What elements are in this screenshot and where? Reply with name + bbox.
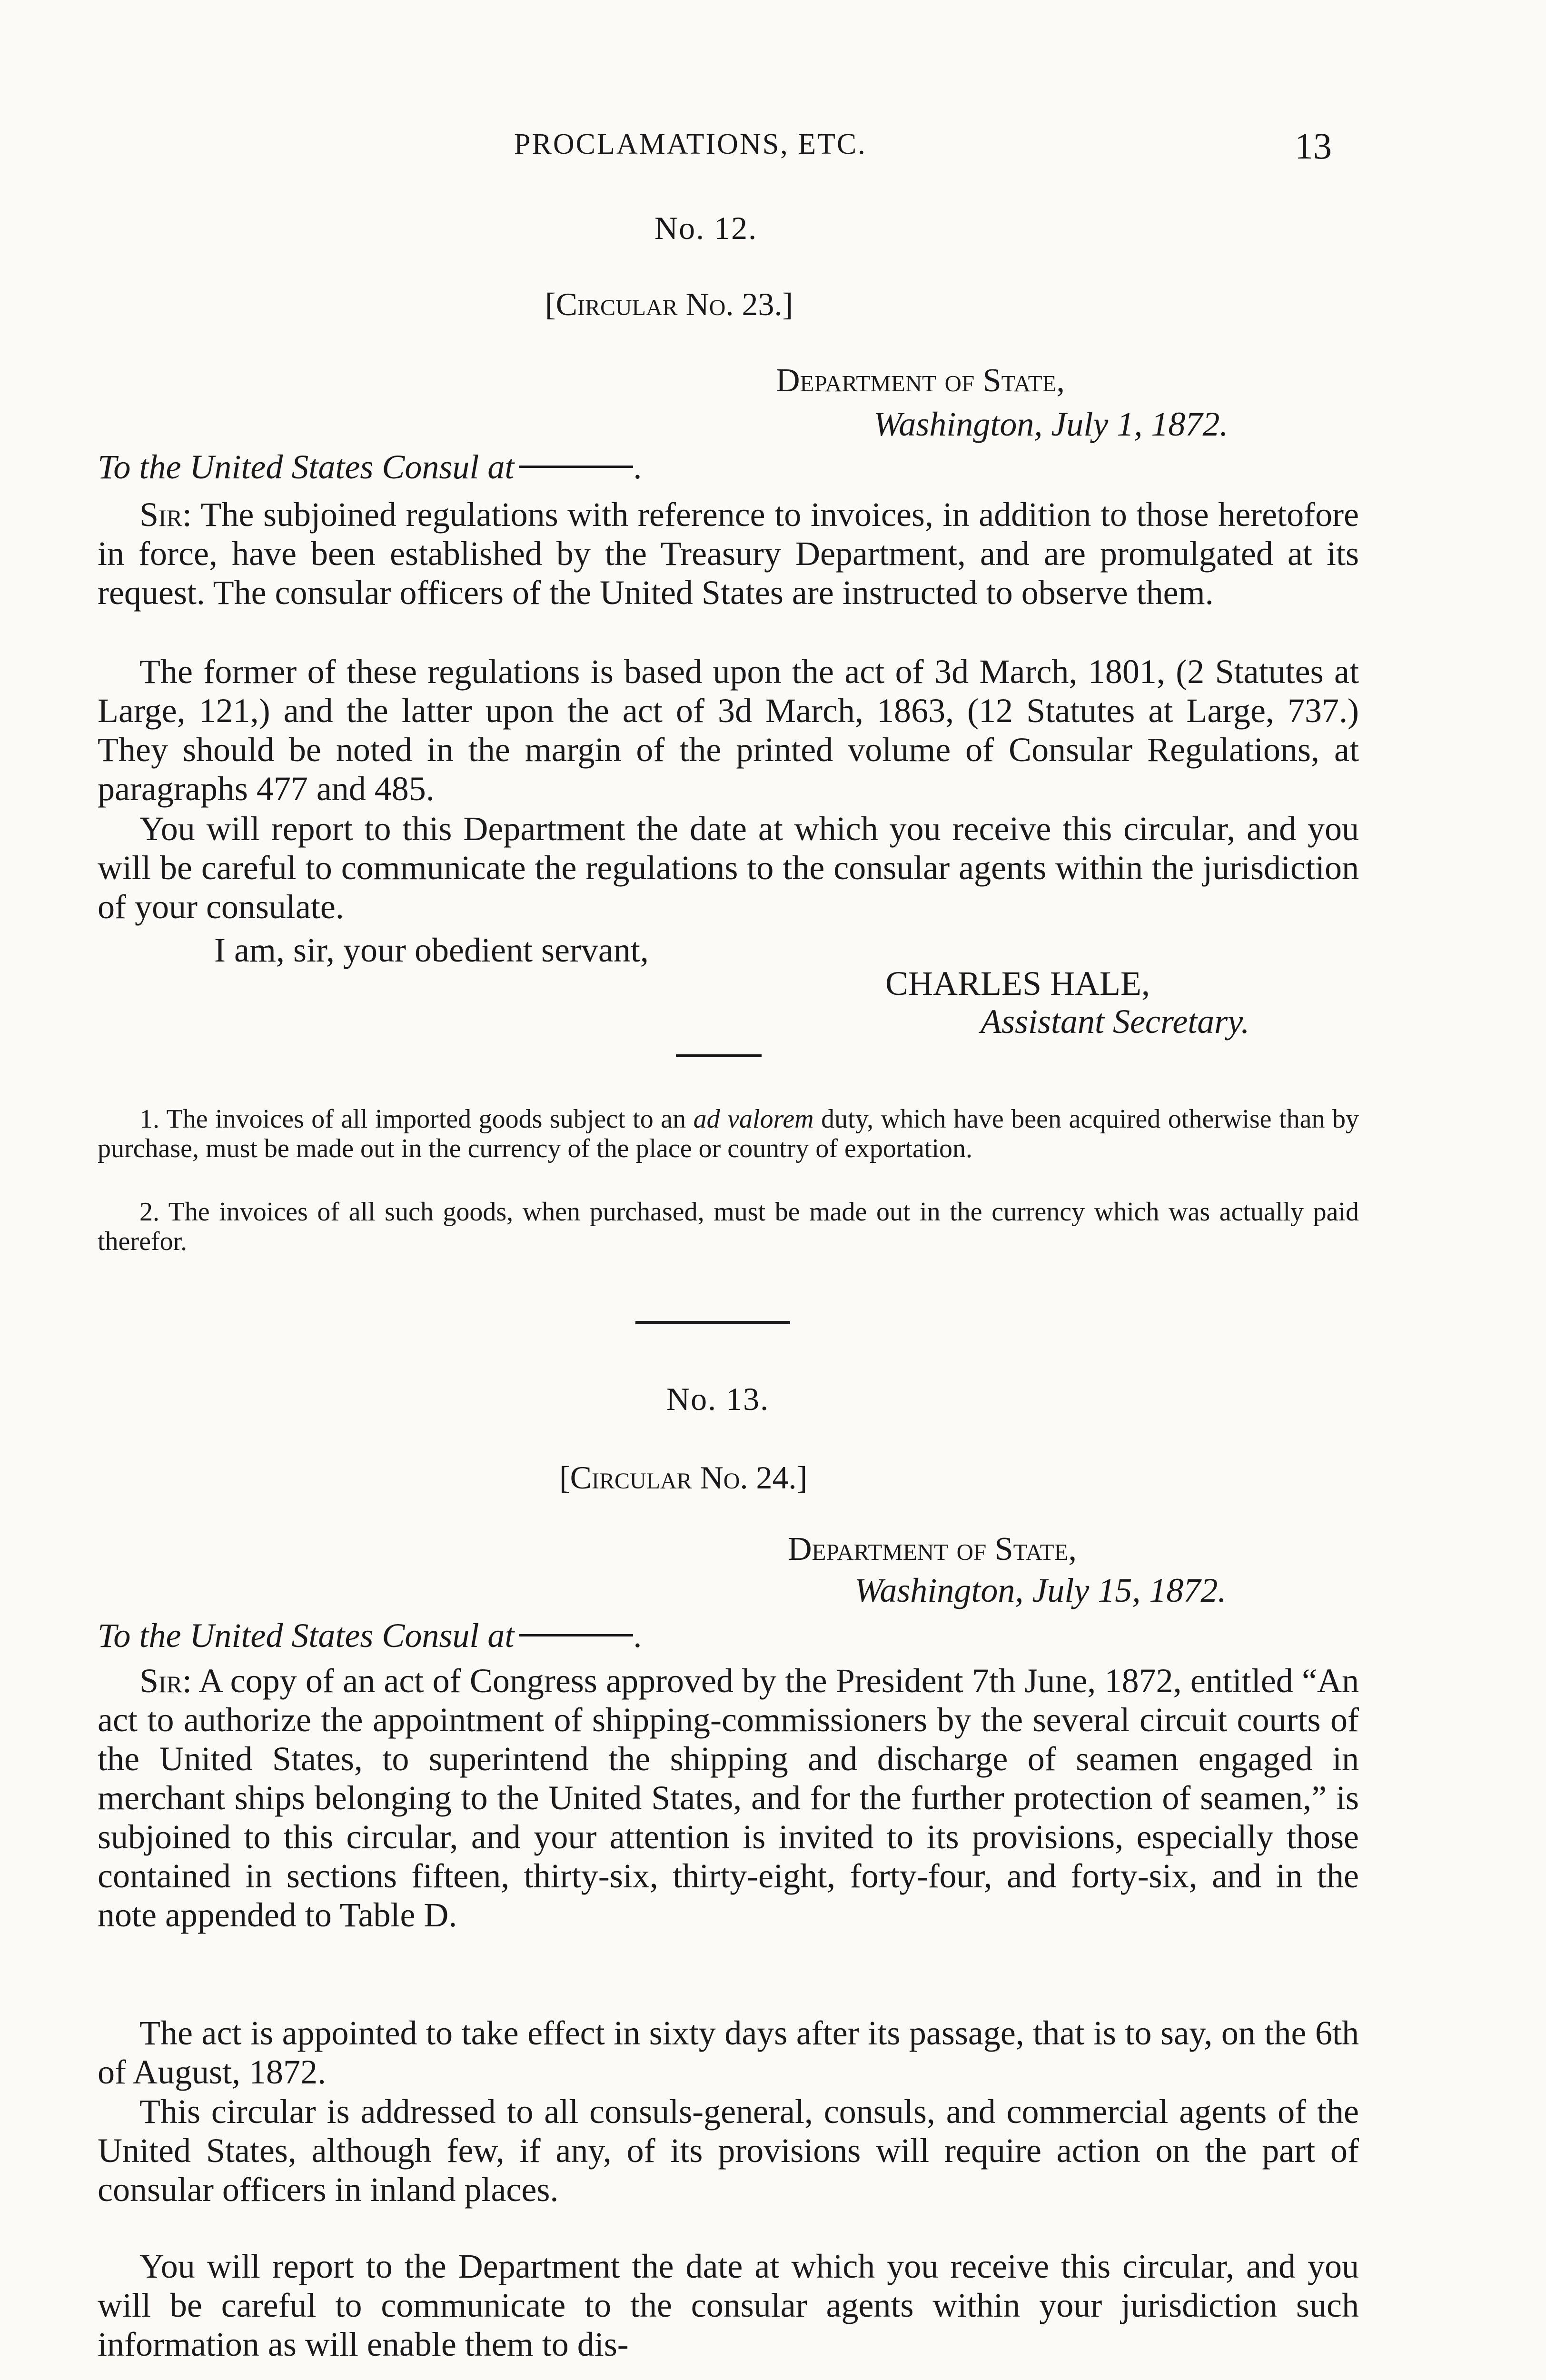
doc12-department: Department of State, — [776, 362, 1065, 399]
doc12-dateline: Washington, July 1, 1872. — [873, 405, 1229, 443]
doc12-closing: I am, sir, your obedient servant, — [214, 931, 649, 969]
doc13-address-line: To the United States Consul at . — [98, 1616, 642, 1655]
doc12-paragraph-2: The former of these regulations is based upon the act of 3d March, 1801, (2 Statutes at Large, 121,) and the latter upon the act of 3d March, 1863, (12 Statutes at Large, 737.) They should be noted in the margin of the printed volume of Consular Regulations, at paragraphs 477 and 485. — [98, 653, 1359, 808]
doc12-regulation-2: 2. The invoices of all such goods, when purchased, must be made out in the currency which was actually paid therefor. — [98, 1197, 1359, 1256]
doc13-to-text: To the United States Consul at — [98, 1616, 515, 1655]
doc12-signer-title: Assistant Secretary. — [981, 1002, 1250, 1041]
doc13-circular-label: [Circular No. 24.] — [559, 1459, 808, 1496]
reg1-italic-term: ad valorem — [693, 1104, 814, 1134]
doc12-address-line: To the United States Consul at . — [98, 448, 642, 486]
doc12-circular-label: [Circular No. 23.] — [545, 286, 793, 322]
doc12-to-text: To the United States Consul at — [98, 448, 515, 486]
section-divider — [676, 1054, 762, 1057]
blank-dash — [519, 1634, 633, 1636]
doc13-paragraph-2: The act is appointed to take effect in sixty days after its passage, that is to say, on the 6th of August, 1872. — [98, 2014, 1359, 2091]
blank-dash — [519, 466, 633, 468]
doc13-dateline: Washington, July 15, 1872. — [854, 1571, 1227, 1609]
doc13-paragraph-3: This circular is addressed to all consuls-general, consuls, and commercial agents of the United States, although few, if any, of its provisions will require action on the part of consular officers in inland places. — [98, 2092, 1359, 2209]
doc13-paragraph-4: You will report to the Department the date at which you receive this circular, and you will be careful to communicate to the consular agents within your jurisdiction such information as will enable them to dis- — [98, 2247, 1359, 2363]
doc12-signer: CHARLES HALE, — [885, 964, 1150, 1002]
reg1-text-b: duty, which have been acquired otherwise than by purchase, must be made out in the currency of the place or country of exportation. — [98, 1104, 1359, 1163]
page-number: 13 — [1295, 125, 1332, 167]
doc13-paragraph-1 — [98, 1661, 1359, 1934]
document-separator — [635, 1321, 790, 1324]
doc13-p1-text: A copy of an act of Congress approved by the President 7th June, 1872, entitled “An act to authorize the appointment of shipping-commissioners by the several circuit courts of the United States, to superintend the shipping and discharge of seamen engaged in merchant ships belonging to the United States, and for the further protection of seamen,” is subjoined to this circular, and your attention is invited to its provisions, especially those contained in sections fifteen, thirty-six, thirty-eight, forty-four, and forty-six, and in the note appended to Table D. — [98, 1662, 1359, 1934]
doc12-regulation-1 — [98, 1104, 1359, 1163]
doc12-p1-text: The subjoined regulations with reference to invoices, in addition to those heretofore in force, have been established by the Treasury Department, and are promulgated at its request. The consular officers of the United States are instructed to observe them. — [98, 496, 1359, 612]
doc12-number: No. 12. — [654, 210, 758, 246]
doc13-salutation: Sir: — [139, 1662, 192, 1700]
doc12-paragraph-1 — [98, 495, 1359, 612]
doc12-salutation: Sir: — [139, 496, 192, 534]
doc13-department: Department of State, — [788, 1531, 1077, 1567]
doc13-number: No. 13. — [666, 1381, 770, 1417]
doc12-paragraph-3: You will report to this Department the date at which you receive this circular, and you will be careful to communicate the regulations to the consular agents within the jurisdiction of your consulate. — [98, 810, 1359, 926]
reg1-text-a: 1. The invoices of all imported goods subject to an — [139, 1104, 686, 1134]
running-title: PROCLAMATIONS, ETC. — [514, 128, 867, 160]
